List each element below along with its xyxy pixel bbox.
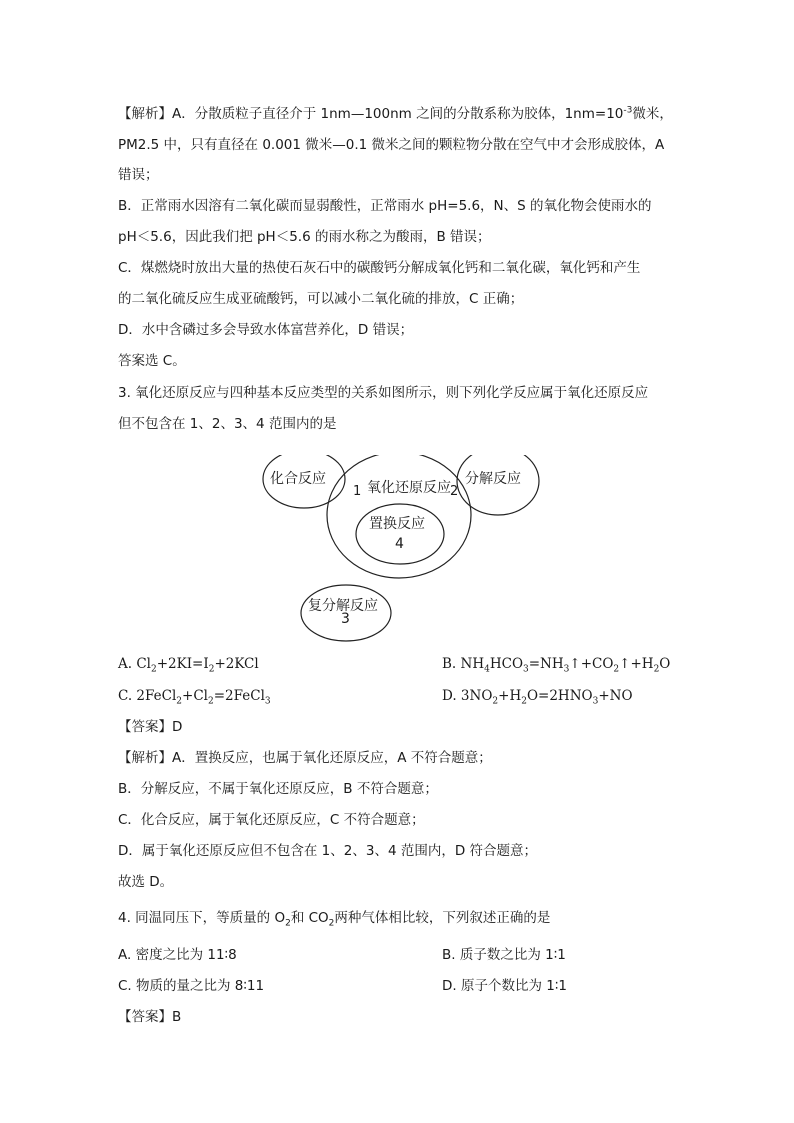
question-4-option-a[interactable]: A. 密度之比为 11∶8 <box>118 947 237 963</box>
question-3-analysis-line-1: 【解析】A．置换反应，也属于氧化还原反应，A 不符合题意； <box>118 750 492 766</box>
analysis-2-answer: 答案选 C。 <box>118 353 186 369</box>
question-4-option-c[interactable]: C. 物质的量之比为 8∶11 <box>118 978 265 994</box>
analysis-2-line-1: 【解析】A．分散质粒子直径介于 1nm—100nm 之间的分散系称为胶体，$1nm=10^{-3}$微米， <box>118 105 673 122</box>
reaction-types-diagram <box>255 455 555 645</box>
label-redox: 氧化还原反应 <box>367 480 451 496</box>
analysis-2-line-5: pH＜5.6，因此我们把 pH＜5.6 的雨水称之为酸雨，B 错误； <box>118 229 491 245</box>
question-3-answer: 【答案】D <box>118 719 183 735</box>
analysis-2-line-7: 的二氧化硫反应生成亚硫酸钙，可以减小二氧化硫的排放，C 正确； <box>118 291 524 307</box>
label-decomposition: 分解反应 <box>465 471 521 487</box>
analysis-2-line-2: PM2.5 中，只有直径在 0.001 微米—0.1 微米之间的颗粒物分散在空气中才会形成胶体，A <box>118 137 665 153</box>
label-number-3: 3 <box>341 611 350 627</box>
question-3-analysis-line-4: D．属于氧化还原反应但不包含在 1、2、3、4 范围内，D 符合题意； <box>118 843 538 859</box>
label-number-4: 4 <box>395 536 404 552</box>
label-number-2: 2 <box>450 484 459 499</box>
question-4-stem: 4. 同温同压下，等质量的 $O_2$和 $CO_2$两种气体相比较，下列叙述正确的是 <box>118 910 551 929</box>
question-4-answer: 【答案】B <box>118 1009 182 1025</box>
analysis-2-line-4: B．正常雨水因溶有二氧化碳而显弱酸性，正常雨水 pH=5.6，N、S 的氧化物会使雨水的 <box>118 198 652 214</box>
question-4-option-d[interactable]: D. 原子个数比为 1∶1 <box>442 978 567 994</box>
label-displacement: 置换反应 <box>369 516 425 532</box>
displacement-reaction-circle <box>356 504 444 564</box>
question-3-analysis-line-5: 故选 D。 <box>118 874 174 890</box>
question-3-stem-line-1: 3. 氧化还原反应与四种基本反应类型的关系如图所示，则下列化学反应属于氧化还原反应 <box>118 385 649 401</box>
analysis-2-line-3: 错误； <box>118 167 159 183</box>
label-number-1: 1 <box>353 484 362 499</box>
question-3-option-c[interactable]: C. $2FeCl_2+Cl_2=2FeCl_3$ <box>118 688 271 707</box>
question-3-option-a[interactable]: A. $Cl_2+2KI=I_2+2KCl$ <box>118 656 259 675</box>
question-3-option-d[interactable]: D. $3NO_2+H_2O=2HNO_3+NO$ <box>442 688 633 707</box>
label-combination: 化合反应 <box>270 471 326 487</box>
question-4-option-b[interactable]: B. 质子数之比为 1∶1 <box>442 947 566 963</box>
question-3-stem-line-2: 但不包含在 1、2、3、4 范围内的是 <box>118 416 337 432</box>
question-3-option-b[interactable]: B. $NH_4HCO_3=NH_3↑+CO_2↑+H_2O$ <box>442 656 671 675</box>
label-double-decomposition: 复分解反应 <box>308 598 378 614</box>
analysis-2-line-8: D．水中含磷过多会导致水体富营养化，D 错误； <box>118 322 414 338</box>
question-3-analysis-line-2: B．分解反应，不属于氧化还原反应，B 不符合题意； <box>118 781 438 797</box>
question-3-analysis-line-3: C．化合反应，属于氧化还原反应，C 不符合题意； <box>118 812 425 828</box>
analysis-2-line-6: C．煤燃烧时放出大量的热使石灰石中的碳酸钙分解成氧化钙和二氧化碳，氧化钙和产生 <box>118 260 641 276</box>
